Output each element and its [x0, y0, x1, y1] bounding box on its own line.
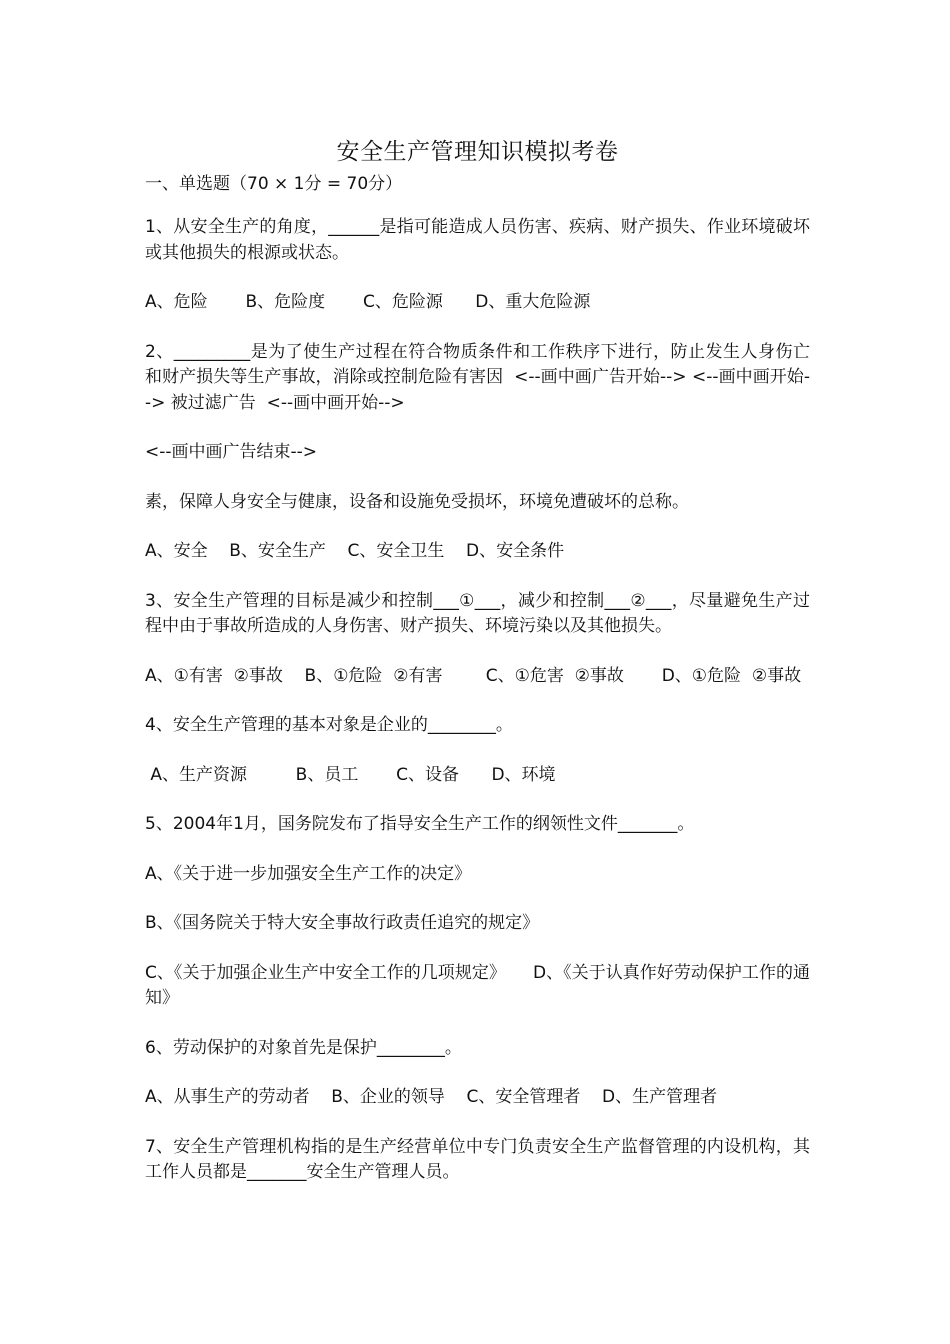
- question-2-text: 2、_________是为了使生产过程在符合物质条件和工作秩序下进行，防止发生人身伤亡和财产损失等生产事故，消除或控制危险有害因 <--画中画广告开始--> <--画中画开始--> 被过滤广告 <--画中画开始-->: [145, 341, 810, 413]
- question-5-option-cd: C、《关于加强企业生产中安全工作的几项规定》 D、《关于认真作好劳动保护工作的通知》: [145, 962, 810, 1008]
- section-heading: 一、单选题（70 × 1分 = 70分）: [145, 174, 403, 194]
- question-6-options: A、从事生产的劳动者 B、企业的领导 C、安全管理者 D、生产管理者: [145, 1087, 718, 1107]
- document-title: 安全生产管理知识模拟考卷: [336, 139, 619, 165]
- question-5-option-a: A、《关于进一步加强安全生产工作的决定》: [145, 863, 472, 884]
- question-1-options: A、危险 B、危险度 C、危险源 D、重大危险源: [145, 292, 591, 312]
- question-4-options: A、生产资源 B、员工 C、设备 D、环境: [145, 764, 556, 785]
- question-7-text: 7、安全生产管理机构指的是生产经营单位中专门负责安全生产监督管理的内设机构，其工作人员都是_______安全生产管理人员。: [145, 1136, 810, 1182]
- question-5-option-b: B、《国务院关于特大安全事故行政责任追究的规定》: [145, 913, 540, 933]
- question-6-text: 6、劳动保护的对象首先是保护________。: [145, 1037, 462, 1058]
- question-5-text: 5、2004年1月，国务院发布了指导安全生产工作的纲领性文件_______。: [145, 814, 695, 834]
- exam-page: [145, 133, 810, 1210]
- question-3-text: 3、安全生产管理的目标是减少和控制___①___，减少和控制___②___，尽量避免生产过程中由于事故所造成的人身伤害、财产损失、环境污染以及其他损失。: [145, 590, 810, 636]
- ad-filter-marker: <--画中画广告结束-->: [145, 442, 318, 462]
- question-2-text-continued: 素，保障人身安全与健康，设备和设施免受损坏，环境免遭破坏的总称。: [145, 491, 689, 512]
- question-1-text: 1、从安全生产的角度，______是指可能造成人员伤害、疾病、财产损失、作业环境破坏或其他损失的根源或状态。: [145, 217, 810, 263]
- question-2-options: A、安全 B、安全生产 C、安全卫生 D、安全条件: [145, 541, 565, 561]
- question-3-options: A、①有害 ②事故 B、①危险 ②有害 C、①危害 ②事故 D、①危险 ②事故: [145, 665, 802, 686]
- question-4-text: 4、安全生产管理的基本对象是企业的________。: [145, 715, 513, 735]
